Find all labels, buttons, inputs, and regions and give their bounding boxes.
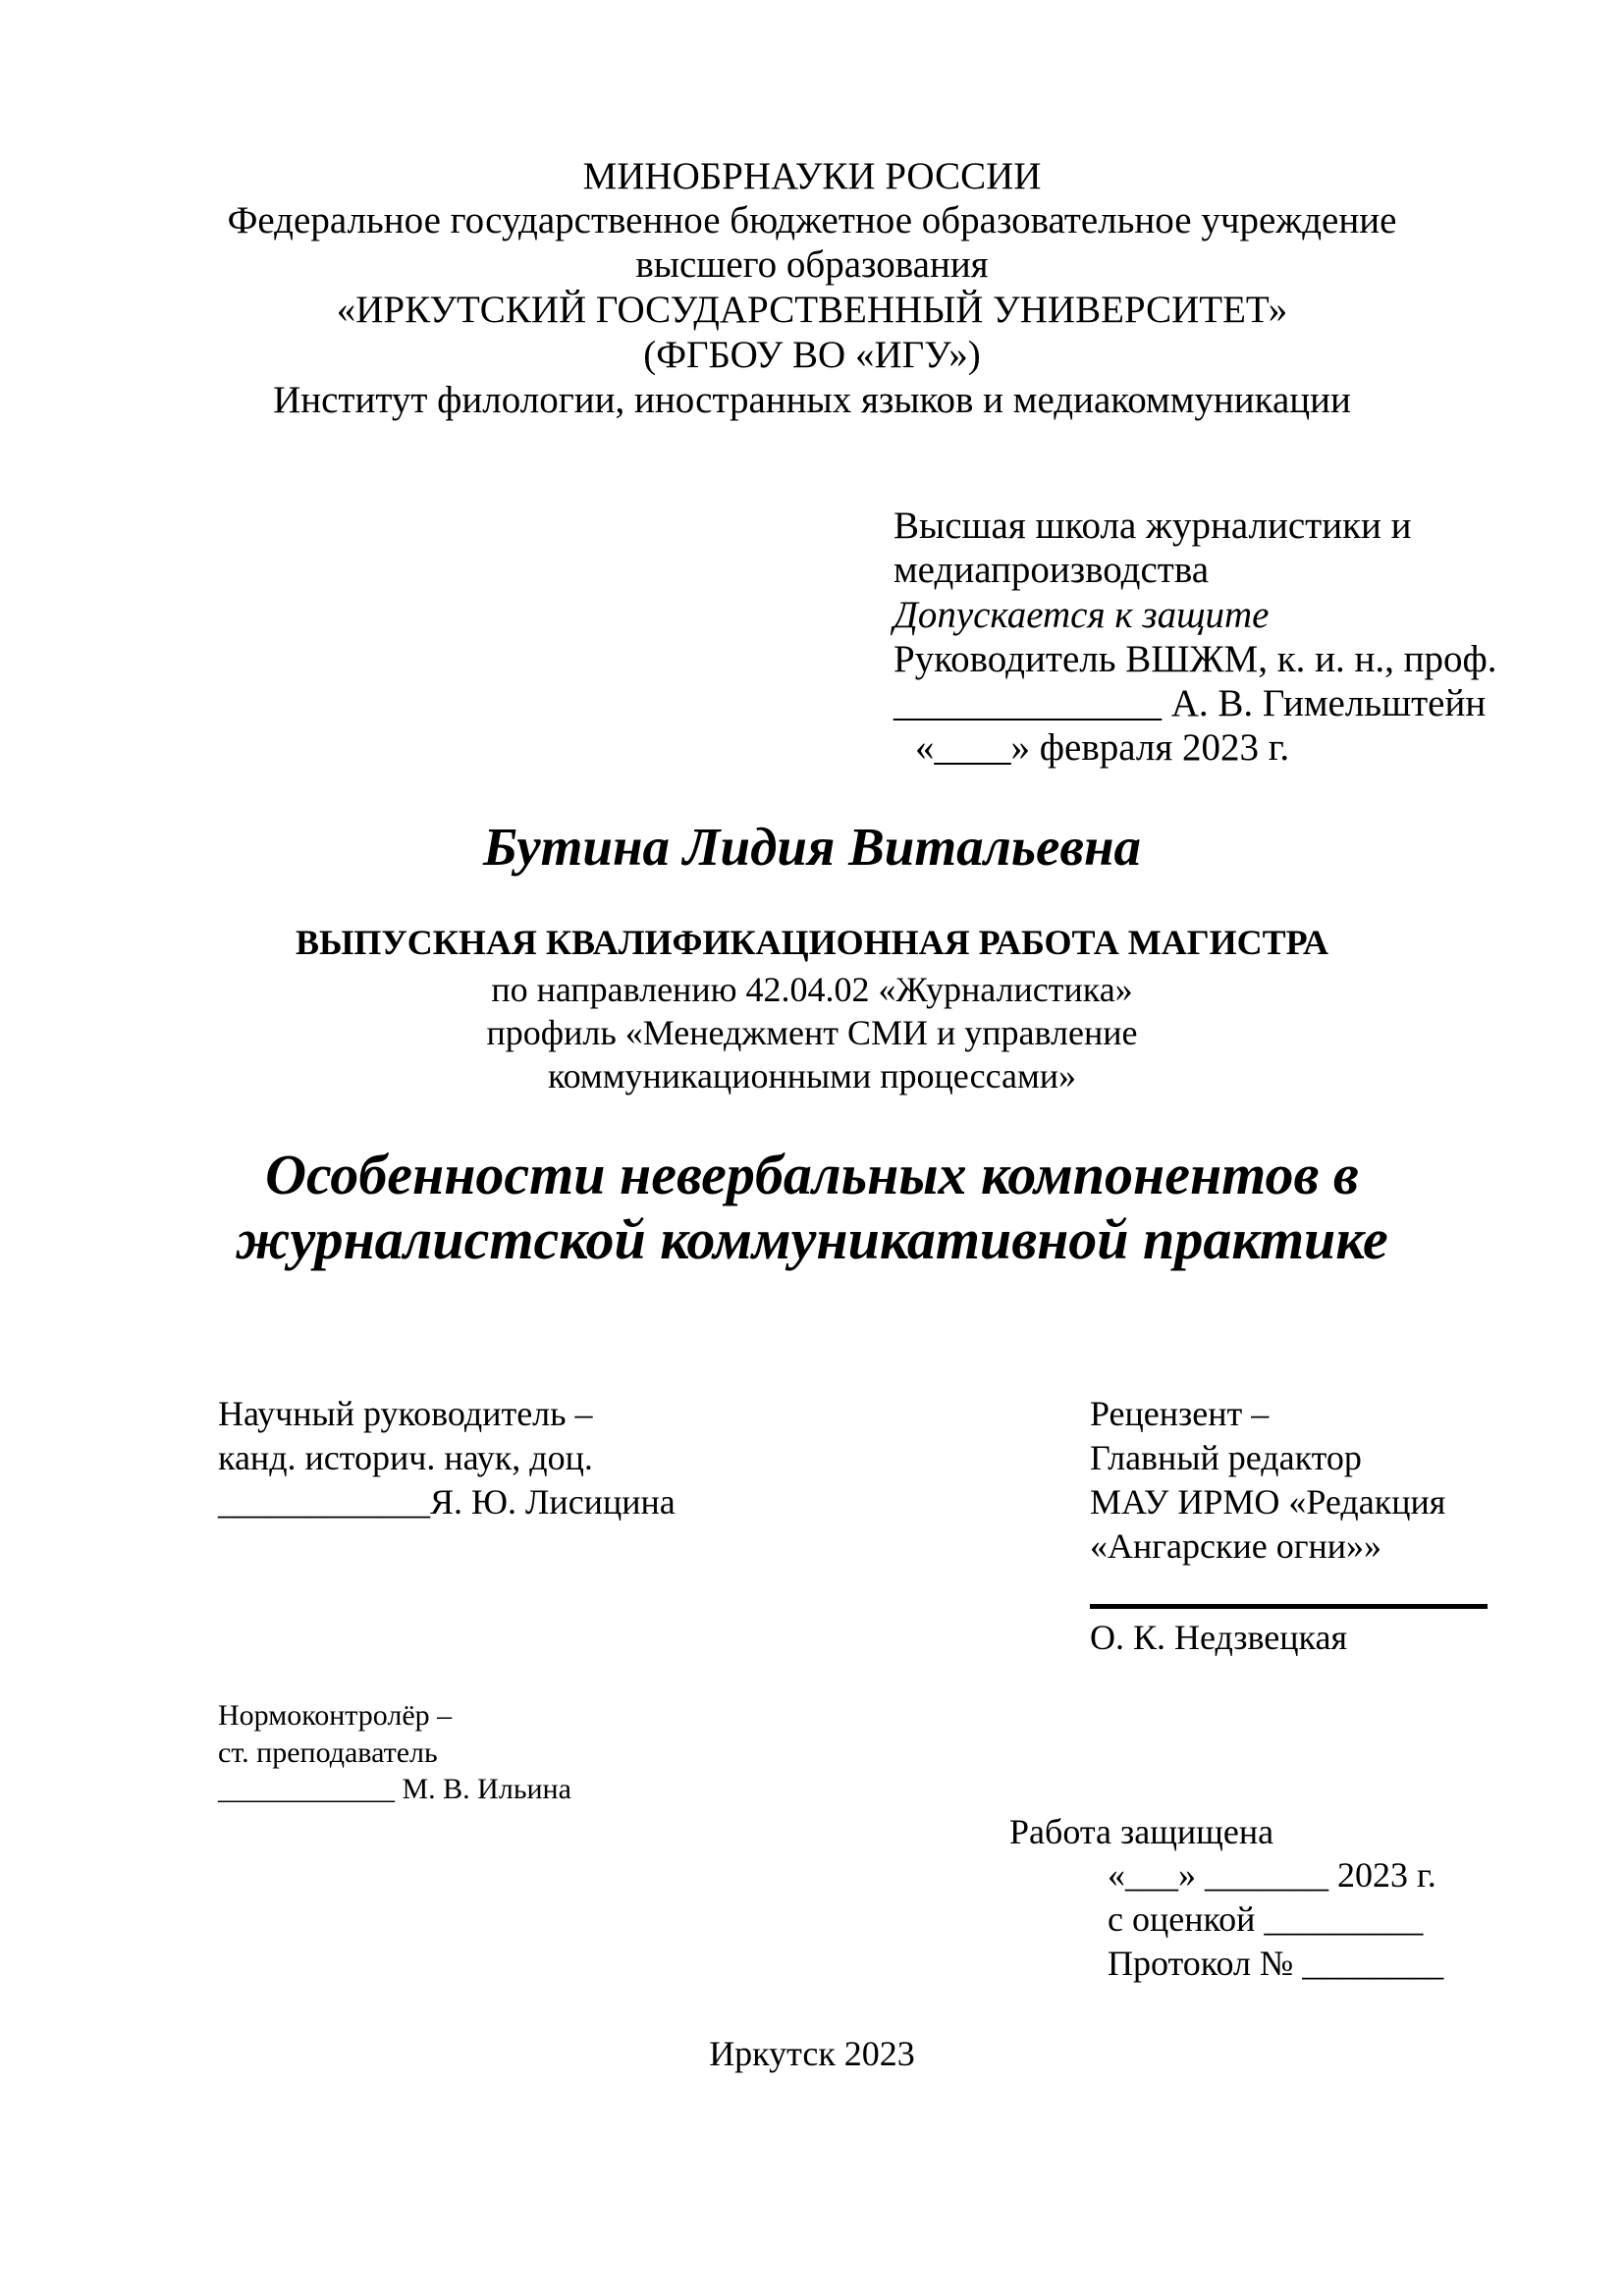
normcontrol-signature-line: ____________ М. В. Ильина — [218, 1773, 571, 1805]
reviewer-position: Главный редактор — [1090, 1438, 1362, 1477]
supervisor-degree: канд. историч. наук, доц. — [218, 1438, 593, 1477]
thesis-title-line-2: журналистской коммуникативной практике — [236, 1207, 1388, 1271]
head-signature-line: ______________ А. В. Гимельштейн — [893, 682, 1487, 724]
work-profile-line-1: профиль «Менеджмент СМИ и управление — [486, 1013, 1138, 1052]
thesis-title-line-1: Особенности невербальных компонентов в — [265, 1143, 1359, 1206]
work-type: ВЫПУСКНАЯ КВАЛИФИКАЦИОННАЯ РАБОТА МАГИСТРА — [295, 923, 1328, 962]
reviewer-org-line-1: МАУ ИРМО «Редакция — [1090, 1482, 1446, 1522]
defense-status: Работа защищена — [1009, 1812, 1274, 1851]
institution-line-2: высшего образования — [635, 243, 989, 286]
defense-protocol: Протокол № ________ — [1108, 1944, 1444, 1983]
ministry-line: МИНОБРНАУКИ РОССИИ — [582, 155, 1042, 197]
normcontrol-role: Нормоконтролёр – — [218, 1699, 453, 1732]
university-abbreviation: (ФГБОУ ВО «ИГУ») — [643, 334, 981, 376]
admitted-to-defense: Допускается к защите — [893, 594, 1270, 636]
university-name: «ИРКУТСКИЙ ГОСУДАРСТВЕННЫЙ УНИВЕРСИТЕТ» — [336, 289, 1288, 331]
school-line-1: Высшая школа журналистики и — [893, 505, 1412, 547]
reviewer-signature-rule — [1090, 1604, 1488, 1609]
head-title: Руководитель ВШЖМ, к. и. н., проф. — [893, 638, 1497, 680]
reviewer-org-line-2: «Ангарские огни»» — [1090, 1526, 1382, 1566]
author-name: Бутина Лидия Витальевна — [482, 817, 1142, 877]
school-line-2: медиапроизводства — [893, 549, 1210, 591]
supervisor-signature-line: ____________Я. Ю. Лисицина — [218, 1482, 676, 1522]
approval-date: «____» февраля 2023 г. — [915, 726, 1290, 769]
work-direction: по направлению 42.04.02 «Журналистика» — [491, 970, 1133, 1009]
city-year: Иркутск 2023 — [709, 2034, 915, 2073]
defense-date: «___» _______ 2023 г. — [1108, 1855, 1436, 1895]
defense-grade: с оценкой _________ — [1108, 1899, 1424, 1939]
institution-line-1: Федеральное государственное бюджетное образовательное учреждение — [227, 199, 1397, 241]
supervisor-role: Научный руководитель – — [218, 1394, 593, 1433]
normcontrol-position: ст. преподаватель — [218, 1736, 438, 1769]
reviewer-name: О. К. Недзвецкая — [1090, 1618, 1348, 1657]
work-profile-line-2: коммуникационными процессами» — [547, 1056, 1077, 1095]
reviewer-role: Рецензент – — [1090, 1394, 1270, 1433]
institute-name: Институт филологии, иностранных языков и медиакоммуникации — [273, 379, 1351, 421]
